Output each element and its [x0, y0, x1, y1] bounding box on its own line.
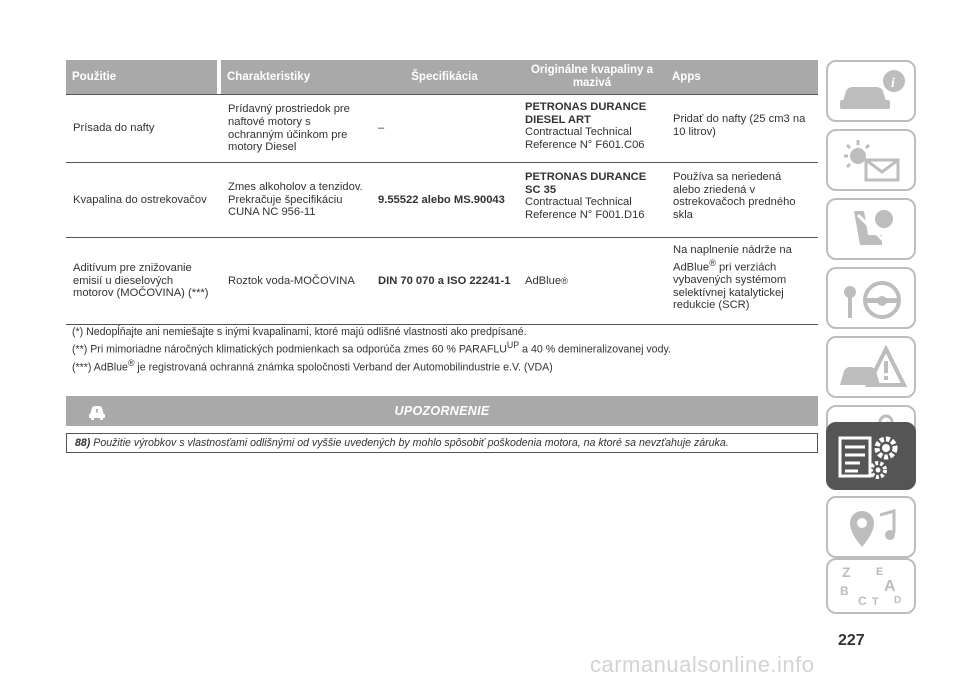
- car-info-icon: [836, 67, 908, 117]
- warning-number: 88): [75, 437, 91, 449]
- registered-mark: ®: [561, 275, 568, 286]
- footnote-2-b: a 40 % demineralizovanej vody.: [519, 343, 671, 356]
- cell-usage: Aditívum pre znižovanie emisií u dieselových motorov (MOČOVINA) (***): [73, 262, 209, 300]
- tab-warning-lights[interactable]: [826, 129, 916, 191]
- warning-box: [66, 433, 818, 453]
- header-characteristics: Charakteristiky: [227, 70, 311, 83]
- footnotes: [72, 326, 817, 374]
- warning-header: [66, 396, 818, 426]
- page-number: 227: [838, 632, 865, 649]
- specs-icon: [836, 430, 908, 484]
- footnote-3: [72, 357, 817, 375]
- cell-usage: Prísada do nafty: [73, 122, 155, 135]
- tab-index[interactable]: [826, 558, 916, 614]
- index-icon: [836, 563, 908, 609]
- footnote-3-a: (***) AdBlue: [72, 361, 128, 374]
- footnote-2-sup: UP: [506, 340, 520, 350]
- original-adblue: AdBlue: [525, 274, 562, 287]
- original-reference: Contractual Technical Reference N° F001.D16: [525, 196, 645, 221]
- svg-text:E: E: [876, 566, 884, 578]
- cell-original: [518, 163, 666, 237]
- svg-text:D: D: [894, 595, 902, 606]
- apps-text-a: Na naplnenie nádrže na AdBlue: [673, 244, 792, 274]
- table-row: [66, 162, 818, 237]
- footnote-2-a: (**) Pri mimoriadne náročných klimatických podmienkach sa odporúča zmes 60 % PARAFLU: [72, 343, 507, 356]
- tab-car-info[interactable]: [826, 60, 916, 122]
- svg-text:i: i: [891, 76, 895, 91]
- tab-multimedia[interactable]: [826, 496, 916, 558]
- table-bottom-rule: [66, 324, 818, 325]
- svg-text:Z: Z: [842, 564, 851, 580]
- tab-safety[interactable]: [826, 198, 916, 260]
- cell-original: [518, 95, 666, 162]
- apps-registered-mark: ®: [709, 257, 716, 268]
- footnote-2: [72, 339, 817, 357]
- table-header: [66, 60, 818, 94]
- footnote-1: (*) Nedopĺňajte ani nemiešajte s inými kvapalinami, ktoré majú odlišné vlastnosti ako predpísané.: [72, 326, 527, 338]
- header-original-fluids: Originálne kvapaliny a mazivá: [530, 64, 654, 89]
- cell-usage: Kvapalina do ostrekovačov: [73, 193, 207, 206]
- original-product-name: PETRONAS DURANCE SC 35: [525, 171, 647, 196]
- header-apps: Apps: [672, 70, 701, 83]
- cell-characteristics: Zmes alkoholov a tenzidov. Prekračuje špecifikáciu CUNA NC 956-11: [228, 181, 363, 219]
- cell-apps: [666, 238, 818, 324]
- header-specification: Špecifikácia: [411, 70, 478, 83]
- tab-emergency[interactable]: [826, 336, 916, 398]
- cell-characteristics: Roztok voda-MOČOVINA: [228, 274, 355, 287]
- warning-title: UPOZORNENIE: [394, 404, 490, 418]
- svg-text:T: T: [872, 596, 879, 608]
- table-row: [66, 94, 818, 162]
- svg-text:A: A: [884, 578, 896, 595]
- table-row: [66, 237, 818, 324]
- original-product-name: PETRONAS DURANCE DIESEL ART: [525, 101, 647, 126]
- emergency-icon: [836, 343, 908, 393]
- multimedia-icon: [836, 503, 908, 553]
- apps-text-b: pri verziách vybavených systémom selektívnej katalytickej redukcie (SCR): [673, 261, 787, 312]
- cell-specification: 9.55522 alebo MS.90043: [378, 193, 505, 206]
- footnote-3-b: je registrovaná ochranná známka spoločnosti Verband der Automobilindustrie e.V. (VDA): [134, 361, 553, 374]
- cell-apps: Používa sa neriedená alebo zriedená v ostrekovačoch predného skla: [673, 171, 796, 221]
- original-reference: Contractual Technical Reference N° F601.C06: [525, 126, 645, 151]
- warning-lights-icon: [836, 136, 908, 186]
- svg-text:C: C: [858, 594, 867, 608]
- cell-original: [518, 238, 666, 324]
- tab-starting-driving[interactable]: [826, 267, 916, 329]
- cell-apps: Pridať do nafty (25 cm3 na 10 litrov): [673, 113, 806, 138]
- svg-text:B: B: [840, 584, 849, 598]
- cell-specification: –: [378, 122, 385, 135]
- seat-safety-icon: [836, 205, 908, 255]
- header-usage: Použitie: [66, 60, 221, 94]
- tab-technical-specs[interactable]: [826, 422, 916, 490]
- steering-key-icon: [836, 274, 908, 324]
- fluids-table: [66, 60, 818, 325]
- cell-characteristics: Prídavný prostriedok pre naftové motory s ochranným účinkom pre motory Diesel: [228, 103, 350, 154]
- cell-specification: DIN 70 070 a ISO 22241-1: [378, 274, 511, 287]
- warning-text: Použitie výrobkov s vlastnosťami odlišnými od vyššie uvedených by mohlo spôsobiť poškodenia motora, na ktoré sa nevzťahuje záruka.: [93, 437, 729, 449]
- watermark: carmanualsonline.info: [590, 652, 815, 677]
- footnote-3-sup: ®: [127, 357, 135, 368]
